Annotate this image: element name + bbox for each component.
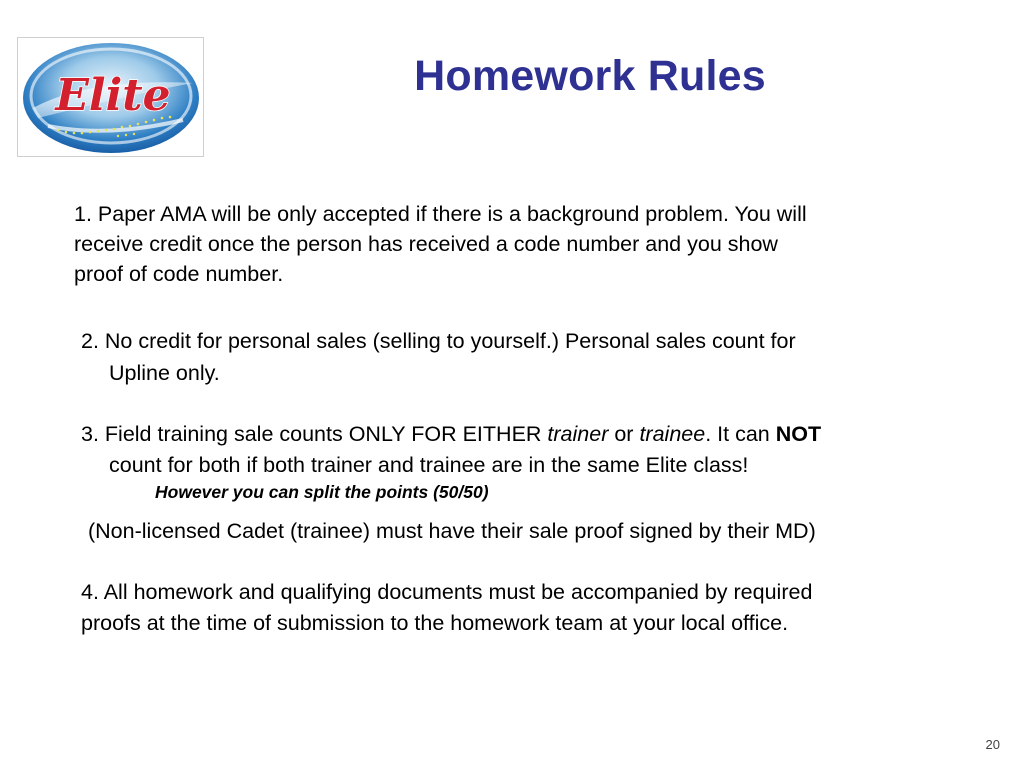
- rule-2-line-1: 2. No credit for personal sales (selling to yourself.) Personal sales count for: [81, 329, 796, 353]
- rule-3-line-1: [81, 419, 821, 449]
- rule-1-line-1: 1. Paper AMA will be only accepted if there is a background problem. You will: [74, 202, 807, 226]
- rule-3-not: NOT: [775, 422, 822, 446]
- slide-title: Homework Rules: [414, 52, 766, 100]
- rule-3-trainer: trainer: [547, 422, 609, 446]
- elite-logo-graphic: [18, 38, 203, 156]
- rule-1-line-2: receive credit once the person has received a code number and you show: [74, 232, 778, 256]
- rule-2-line-2: Upline only.: [109, 361, 220, 385]
- rule-4-line-2: proofs at the time of submission to the homework team at your local office.: [81, 611, 789, 635]
- rule-3-or: or: [608, 422, 640, 446]
- rule-3-mid: . It can: [705, 422, 776, 446]
- rule-3-prefix: 3. Field training sale counts ONLY FOR EITHER: [81, 422, 548, 446]
- rule-3-split-note: However you can split the points (50/50): [155, 482, 489, 502]
- cadet-note: (Non-licensed Cadet (trainee) must have their sale proof signed by their MD): [88, 519, 816, 543]
- elite-logo-text: Elite: [55, 70, 171, 121]
- rule-4-line-1: 4. All homework and qualifying documents must be accompanied by required: [81, 580, 813, 604]
- rule-1-line-3: proof of code number.: [74, 262, 284, 286]
- rule-3-line-2: count for both if both trainer and trainee are in the same Elite class!: [109, 453, 749, 477]
- rule-3-trainee: trainee: [639, 422, 706, 446]
- page-number: 20: [985, 737, 1000, 752]
- elite-logo: [17, 37, 204, 157]
